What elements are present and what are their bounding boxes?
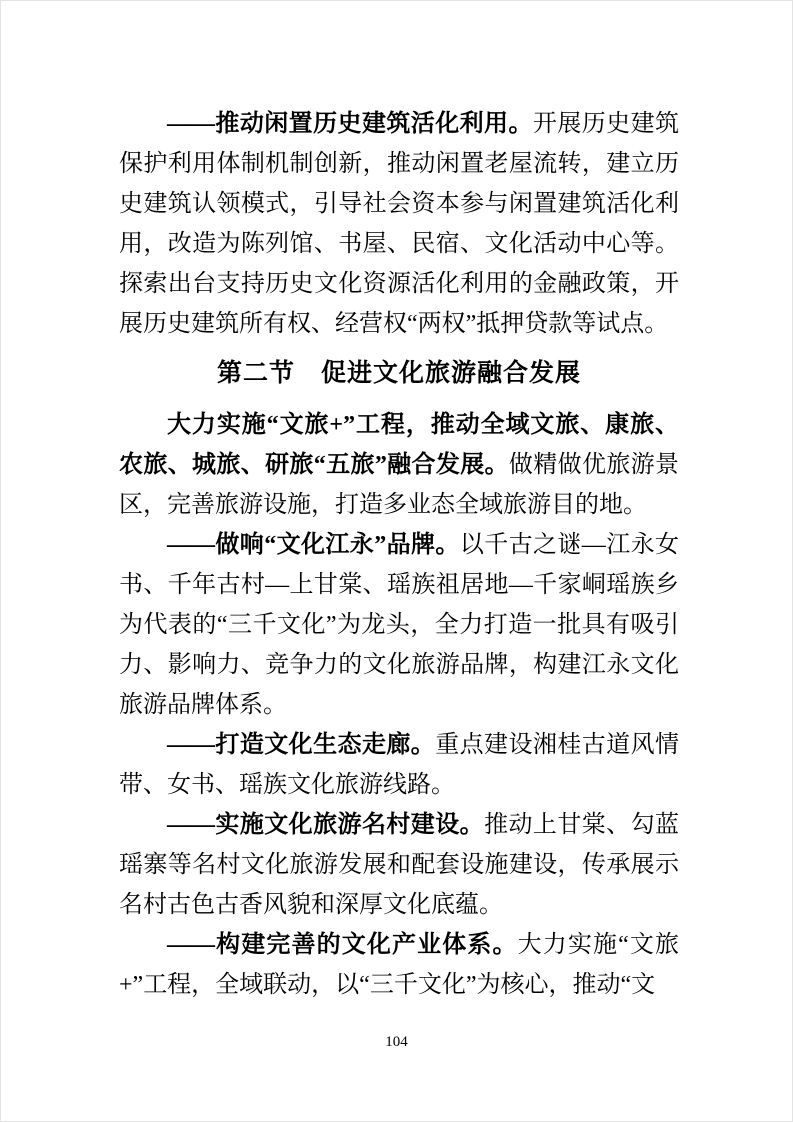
paragraph-lead: ——打造文化生态走廊。 — [167, 732, 436, 758]
paragraph-lead: ——做响“文化江永”品牌。 — [167, 532, 460, 558]
paragraph-text: 以千古之谜—江永女书、千年古村—上甘棠、瑶族祖居地—千家峒瑶族乡为代表的“三千文化”为龙头，全力打造一批具有吸引力、影响力、竞争力的文化旅游品牌，构建江永文化旅游品牌体系。 — [119, 532, 680, 718]
paragraph-text: 重点建设湘桂古道风情带、女书、瑶族文化旅游线路。 — [119, 732, 680, 798]
paragraph-famous-villages — [119, 805, 679, 925]
paragraph-historic-buildings — [119, 104, 679, 344]
paragraph-jiangyong-brand — [119, 525, 679, 725]
page-number: 104 — [385, 1034, 408, 1050]
paragraph-five-tourism — [119, 405, 679, 525]
paragraph-lead: ——推动闲置历史建筑活化利用。 — [167, 111, 533, 137]
paragraph-text: 大力实施“文旅+”工程，全域联动，以“三千文化”为核心，推动“文 — [119, 932, 680, 998]
paragraph-text: 开展历史建筑保护利用体制机制创新，推动闲置老屋流转，建立历史建筑认领模式，引导社会资本参与闲置建筑活化利用，改造为陈列馆、书屋、民宿、文化活动中心等。探索出台支持历史文化资源活化利用的金融政策，开展历史建筑所有权、经营权“两权”抵押贷款等试点。 — [119, 111, 680, 337]
paragraph-text: 推动上甘棠、勾蓝瑶寨等名村文化旅游发展和配套设施建设，传承展示名村古色古香风貌和深厚文化底蕴。 — [119, 812, 680, 918]
paragraph-text: 做精做优旅游景区，完善旅游设施，打造多业态全域旅游目的地。 — [119, 452, 680, 518]
section-heading: 第二节 促进文化旅游融合发展 — [216, 359, 581, 387]
paragraph-culture-industry — [119, 925, 679, 1005]
paragraph-lead: ——实施文化旅游名村建设。 — [167, 812, 485, 838]
document-body — [119, 104, 679, 1005]
paragraph-lead: ——构建完善的文化产业体系。 — [167, 932, 518, 958]
paragraph-eco-corridor — [119, 725, 679, 805]
paragraph-lead: 大力实施“文旅+”工程，推动全域文旅、康旅、农旅、城旅、研旅“五旅”融合发展。 — [119, 412, 679, 478]
